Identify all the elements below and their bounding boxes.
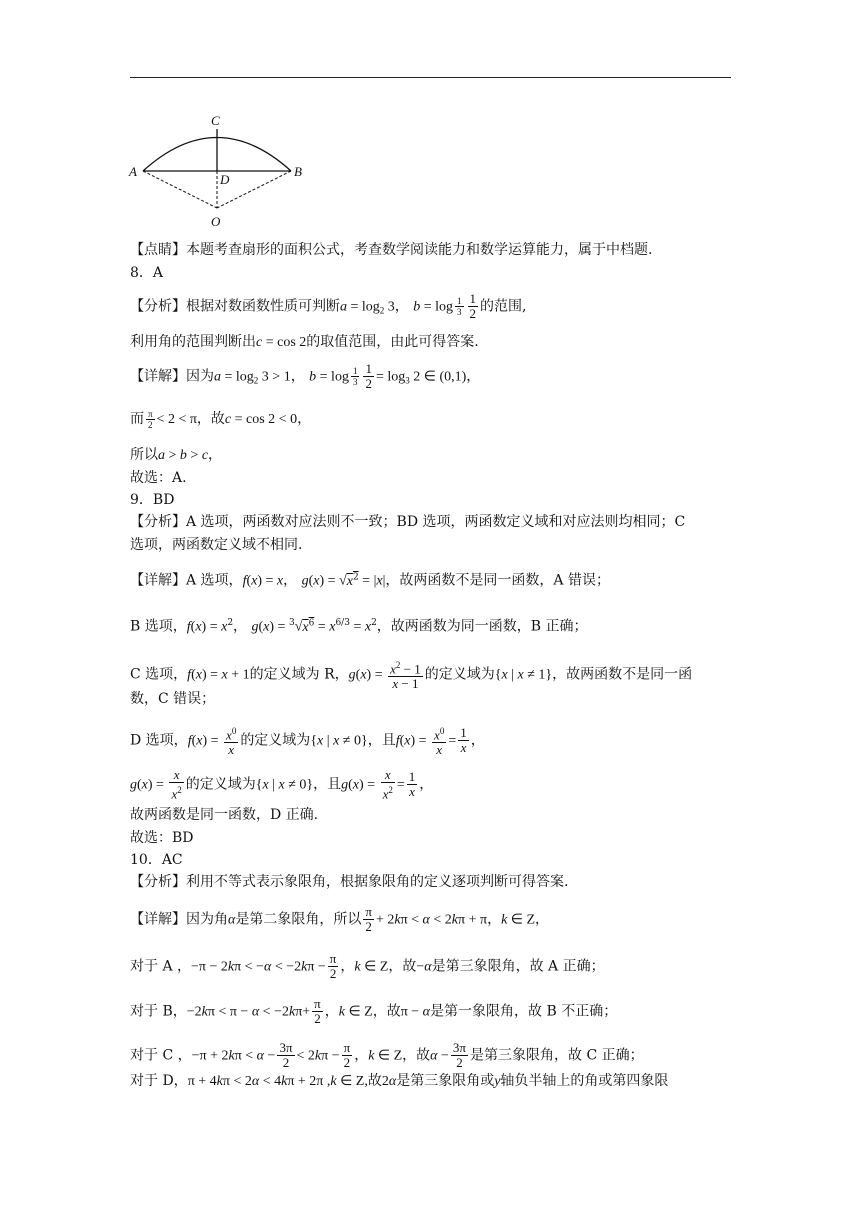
q9-analysis-1: 【分析】A 选项，两函数对应法则不一致；BD 选项，两函数定义域和对应法则均相同；C — [130, 514, 686, 530]
q9-detail-a: 【详解】A 选项，f(x) = x， $g(x) = √x^2 = |x|$，故两函数不是同一函数，A 错误； — [130, 572, 610, 589]
q8-detail-1: 【详解】因为$a = \log_2 3 > 1$， b = log $\frac{1}{3}$ $\frac{1}{2}$ = $\log_3 2$ ∈ (0,1)， — [130, 361, 481, 391]
q8-analysis-2: 利用角的范围判断出c = cos 2的取值范围，由此可得答案. — [130, 334, 479, 350]
radius-oa — [143, 171, 217, 208]
dianjing-line: 【点睛】本题考查扇形的面积公式，考查数学阅读能力和数学运算能力，属于中档题. — [130, 242, 653, 258]
q9-detail-b: B 选项，$f(x) = x^2$， $g(x) = ^3√x^6 = x^{6/3} = x^2$，故两函数为同一函数，B 正确； — [130, 618, 588, 635]
q9-analysis-2: 选项，两函数定义域不相同. — [130, 537, 303, 553]
label-b: B — [294, 164, 302, 179]
q8-heading: 8．A — [130, 265, 164, 281]
q10-c: 对于 C ，−π + 2kπ < α − $\frac{3\pi}{2}$ < 2kπ − $\frac{\pi}{2}$ ，k ∈ Z，故α − $\frac{3\pi}{2}$ 是第三象限角，故 C 正确； — [130, 1040, 644, 1070]
q8-analysis-1: 【分析】根据对数函数性质可判断$a = \log_2 3$， b = log $\frac{1}{3}$ $\frac{1}{2}$ 的范围, — [130, 291, 527, 321]
q10-a: 对于 A ，−π − 2kπ < −α < −2kπ − $\frac{\pi}{2}$ ，k ∈ Z，故−α是第三象限角，故 A 正确； — [130, 951, 605, 981]
q9-detail-c-cont: 数，C 错误； — [130, 691, 216, 707]
q10-analysis: 【分析】利用不等式表示象限角，根据象限角的定义逐项判断可得答案. — [130, 874, 569, 890]
q9-conclusion: 故选：BD — [130, 830, 194, 846]
q8-detail-2: 而 $\frac{\pi}{2}$ < 2 < π，故c = cos 2 < 0， — [130, 408, 312, 430]
sector-figure — [125, 110, 315, 230]
q8-conclusion: 故选：A. — [130, 470, 187, 486]
label-a: A — [129, 164, 137, 179]
label-o: O — [211, 214, 221, 229]
header-rule — [130, 77, 731, 78]
q10-heading: 10．AC — [130, 852, 183, 868]
label-c: C — [211, 113, 220, 128]
q9-detail-g: g(x) = $\frac{x}{x^2}$ 的定义域为{x | x ≠ 0}，且g(x) = $\frac{x}{x^2}$ = $\frac{1}{x}$ ， — [130, 767, 434, 802]
q9-heading: 9．BD — [130, 492, 175, 508]
q9-d-conclusion: 故两函数是同一函数，D 正确. — [130, 807, 319, 823]
q8-detail-3: 所以a > b > c， — [130, 447, 223, 463]
label-d: D — [220, 172, 230, 187]
q9-detail-d: D 选项，f(x) = $\frac{x^0}{x}$ 的定义域为{x | x ≠ 0}，且f(x) = $\frac{x^0}{x}$ = $\frac{1}{x}$ ， — [130, 725, 485, 758]
q10-detail: 【详解】因为角α是第二象限角，所以 $\frac{\pi}{2}$ + 2kπ < α < 2kπ + π，k ∈ Z， — [130, 904, 550, 934]
q10-b: 对于 B，−2kπ < π − α < −2kπ+ $\frac{\pi}{2}$ ，k ∈ Z，故π − α是第一象限角，故 B 不正确； — [130, 996, 618, 1026]
q10-d: 对于 D，π + 4kπ < 2α < 4kπ + 2π ,k ∈ Z,故2α是第三象限角或y轴负半轴上的角或第四象限 — [130, 1073, 669, 1089]
q9-detail-c: C 选项，f(x) = x + 1的定义域为 R，g(x) = $\frac{x^2 - 1}{x - 1}$ 的定义域为{x | x ≠ 1}，故两函数不是同一函 — [130, 660, 693, 692]
